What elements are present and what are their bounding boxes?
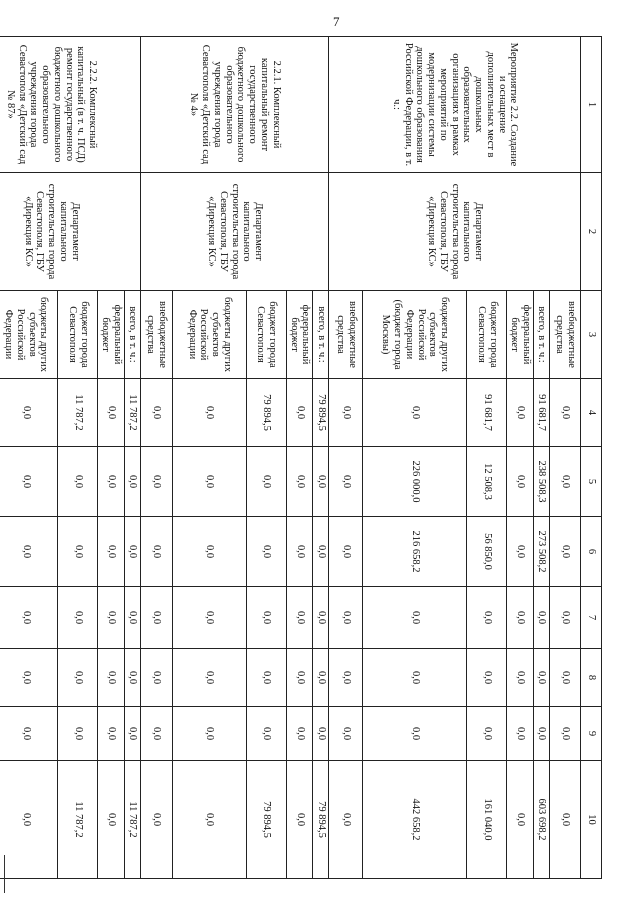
amount-cell: 0,0	[173, 707, 247, 761]
funding-table-container	[3, 36, 602, 878]
amount-cell: 0,0	[363, 649, 467, 707]
amount-cell: 0,0	[98, 649, 125, 707]
amount-cell: 0,0	[363, 379, 467, 447]
amount-cell: 0,0	[141, 761, 173, 879]
amount-cell: 0,0	[550, 379, 581, 447]
amount-cell: 238 508,3	[534, 447, 550, 517]
column-number: 4	[581, 379, 602, 447]
amount-cell: 161 040,0	[467, 761, 507, 879]
amount-cell: 0,0	[329, 649, 363, 707]
amount-cell: 11 787,2	[58, 761, 98, 879]
amount-cell: 0,0	[58, 447, 98, 517]
amount-cell: 0,0	[173, 379, 247, 447]
amount-cell: 0,0	[141, 447, 173, 517]
amount-cell: 0,0	[141, 649, 173, 707]
funding-source-cell: внебюджетные средства	[141, 291, 173, 379]
table-row	[125, 37, 141, 879]
amount-cell: 0,0	[247, 707, 287, 761]
amount-cell: 0,0	[507, 379, 534, 447]
amount-cell: 0,0	[247, 587, 287, 649]
amount-cell: 79 894,5	[313, 761, 329, 879]
amount-cell: 0,0	[313, 447, 329, 517]
amount-cell: 0,0	[173, 761, 247, 879]
amount-cell: 0,0	[287, 649, 314, 707]
amount-cell: 226 000,0	[363, 447, 467, 517]
funding-source-cell: федеральный бюджет	[98, 291, 125, 379]
amount-cell: 0,0	[467, 649, 507, 707]
amount-cell: 91 681,7	[467, 379, 507, 447]
amount-cell: 0,0	[329, 379, 363, 447]
column-number: 8	[581, 649, 602, 707]
amount-cell: 0,0	[550, 761, 581, 879]
amount-cell: 0,0	[0, 379, 58, 447]
amount-cell: 0,0	[98, 707, 125, 761]
amount-cell: 0,0	[507, 447, 534, 517]
amount-cell: 79 894,5	[247, 761, 287, 879]
amount-cell: 0,0	[98, 587, 125, 649]
amount-cell: 0,0	[507, 587, 534, 649]
amount-cell: 0,0	[141, 379, 173, 447]
amount-cell: 0,0	[247, 649, 287, 707]
funding-source-cell: бюджет города Севастополя	[58, 291, 98, 379]
column-number: 2	[581, 173, 602, 291]
amount-cell: 0,0	[173, 517, 247, 587]
funding-source-cell: бюджет города Севастополя	[247, 291, 287, 379]
amount-cell: 0,0	[287, 587, 314, 649]
amount-cell: 0,0	[287, 379, 314, 447]
table-row	[550, 37, 581, 879]
amount-cell: 0,0	[313, 649, 329, 707]
amount-cell: 91 681,7	[534, 379, 550, 447]
amount-cell: 0,0	[313, 707, 329, 761]
amount-cell: 0,0	[507, 761, 534, 879]
amount-cell: 273 508,2	[534, 517, 550, 587]
amount-cell: 0,0	[550, 649, 581, 707]
amount-cell: 0,0	[467, 707, 507, 761]
amount-cell: 0,0	[173, 587, 247, 649]
amount-cell: 0,0	[98, 447, 125, 517]
amount-cell: 0,0	[247, 517, 287, 587]
executor-cell: Департамент капитального строительства города Севастополя, ГБУ «Дирекция КС»	[141, 173, 330, 291]
amount-cell: 0,0	[98, 379, 125, 447]
amount-cell: 0,0	[0, 649, 58, 707]
amount-cell: 0,0	[98, 761, 125, 879]
amount-cell: 0,0	[141, 517, 173, 587]
amount-cell: 0,0	[363, 587, 467, 649]
funding-source-cell: федеральный бюджет	[507, 291, 534, 379]
amount-cell: 0,0	[58, 707, 98, 761]
amount-cell: 0,0	[313, 587, 329, 649]
funding-source-cell: бюджеты других субъектов Российской Федерации (бюджет города Москвы)	[363, 291, 467, 379]
amount-cell: 0,0	[0, 707, 58, 761]
amount-cell: 0,0	[550, 707, 581, 761]
amount-cell: 0,0	[98, 517, 125, 587]
amount-cell: 0,0	[329, 517, 363, 587]
amount-cell: 0,0	[287, 517, 314, 587]
funding-source-cell: внебюджетные средства	[329, 291, 363, 379]
column-number: 9	[581, 707, 602, 761]
amount-cell: 0,0	[363, 707, 467, 761]
amount-cell: 0,0	[173, 649, 247, 707]
amount-cell: 0,0	[125, 707, 141, 761]
amount-cell: 0,0	[534, 707, 550, 761]
amount-cell: 0,0	[329, 447, 363, 517]
amount-cell: 0,0	[287, 761, 314, 879]
amount-cell: 79 894,5	[313, 379, 329, 447]
amount-cell: 0,0	[141, 587, 173, 649]
amount-cell: 56 850,0	[467, 517, 507, 587]
funding-source-cell: внебюджетные средства	[550, 291, 581, 379]
amount-cell: 0,0	[0, 447, 58, 517]
funding-source-cell: всего, в т. ч.:	[313, 291, 329, 379]
amount-cell: 0,0	[534, 649, 550, 707]
column-number: 10	[581, 761, 602, 879]
amount-cell: 0,0	[247, 447, 287, 517]
column-number: 3	[581, 291, 602, 379]
amount-cell: 11 787,2	[125, 379, 141, 447]
amount-cell: 603 698,2	[534, 761, 550, 879]
amount-cell: 11 787,2	[58, 379, 98, 447]
amount-cell: 0,0	[0, 587, 58, 649]
amount-cell: 0,0	[507, 649, 534, 707]
executor-cell: Департамент капитального строительства города Севастополя, ГБУ «Дирекция КС»	[329, 173, 581, 291]
amount-cell: 0,0	[329, 587, 363, 649]
amount-cell: 0,0	[534, 587, 550, 649]
column-number-row	[581, 37, 602, 879]
amount-cell: 0,0	[173, 447, 247, 517]
activity-cell: 2.2.2. Комплексный капитальный (в т. ч. ПСД) ремонт государственного бюджетного дошкольного образовательного учреждения города Севастополя «Детский сад № 87»	[0, 37, 141, 173]
column-number: 1	[581, 37, 602, 173]
amount-cell: 0,0	[329, 707, 363, 761]
amount-cell: 0,0	[550, 517, 581, 587]
amount-cell: 442 658,2	[363, 761, 467, 879]
amount-cell: 0,0	[287, 707, 314, 761]
funding-source-cell: всего, в т. ч.:	[125, 291, 141, 379]
amount-cell: 0,0	[550, 587, 581, 649]
amount-cell: 0,0	[0, 517, 58, 587]
funding-source-cell: бюджеты других субъектов Российской Федерации	[173, 291, 247, 379]
amount-cell: 0,0	[58, 517, 98, 587]
amount-cell: 11 787,2	[125, 761, 141, 879]
amount-cell: 0,0	[125, 649, 141, 707]
amount-cell: 216 658,2	[363, 517, 467, 587]
amount-cell: 12 508,3	[467, 447, 507, 517]
amount-cell: 0,0	[467, 587, 507, 649]
amount-cell: 0,0	[550, 447, 581, 517]
margin-mark	[4, 855, 5, 893]
amount-cell: 0,0	[58, 587, 98, 649]
amount-cell: 79 894,5	[247, 379, 287, 447]
amount-cell: 0,0	[125, 447, 141, 517]
amount-cell: 0,0	[125, 517, 141, 587]
column-number: 7	[581, 587, 602, 649]
amount-cell: 0,0	[329, 761, 363, 879]
amount-cell: 0,0	[507, 707, 534, 761]
column-number: 6	[581, 517, 602, 587]
activity-cell: Мероприятие 2.2. Создание и оснащение дополнительных мест в дошкольных образовательных организациях в рамках мероприятий по модернизации системы дошкольного образования Российской Федерации, в т. ч.:	[329, 37, 581, 173]
funding-source-cell: бюджет города Севастополя	[467, 291, 507, 379]
page-number: 7	[333, 14, 340, 29]
amount-cell: 0,0	[0, 761, 58, 879]
funding-table	[0, 36, 602, 879]
amount-cell: 0,0	[313, 517, 329, 587]
funding-source-cell: всего, в т. ч.:	[534, 291, 550, 379]
amount-cell: 0,0	[507, 517, 534, 587]
table-body	[0, 37, 602, 879]
table-row	[313, 37, 329, 879]
amount-cell: 0,0	[58, 649, 98, 707]
amount-cell: 0,0	[287, 447, 314, 517]
column-number: 5	[581, 447, 602, 517]
executor-cell: Департамент капитального строительства города Севастополя, ГБУ «Дирекция КС»	[0, 173, 141, 291]
amount-cell: 0,0	[125, 587, 141, 649]
activity-cell: 2.2.1. Комплексный капитальный ремонт государственного бюджетного дошкольного образовательного учреждения города Севастополя «Детский сад № 4»	[141, 37, 330, 173]
funding-source-cell: бюджеты других субъектов Российской Федерации	[0, 291, 58, 379]
amount-cell: 0,0	[141, 707, 173, 761]
funding-source-cell: федеральный бюджет	[287, 291, 314, 379]
